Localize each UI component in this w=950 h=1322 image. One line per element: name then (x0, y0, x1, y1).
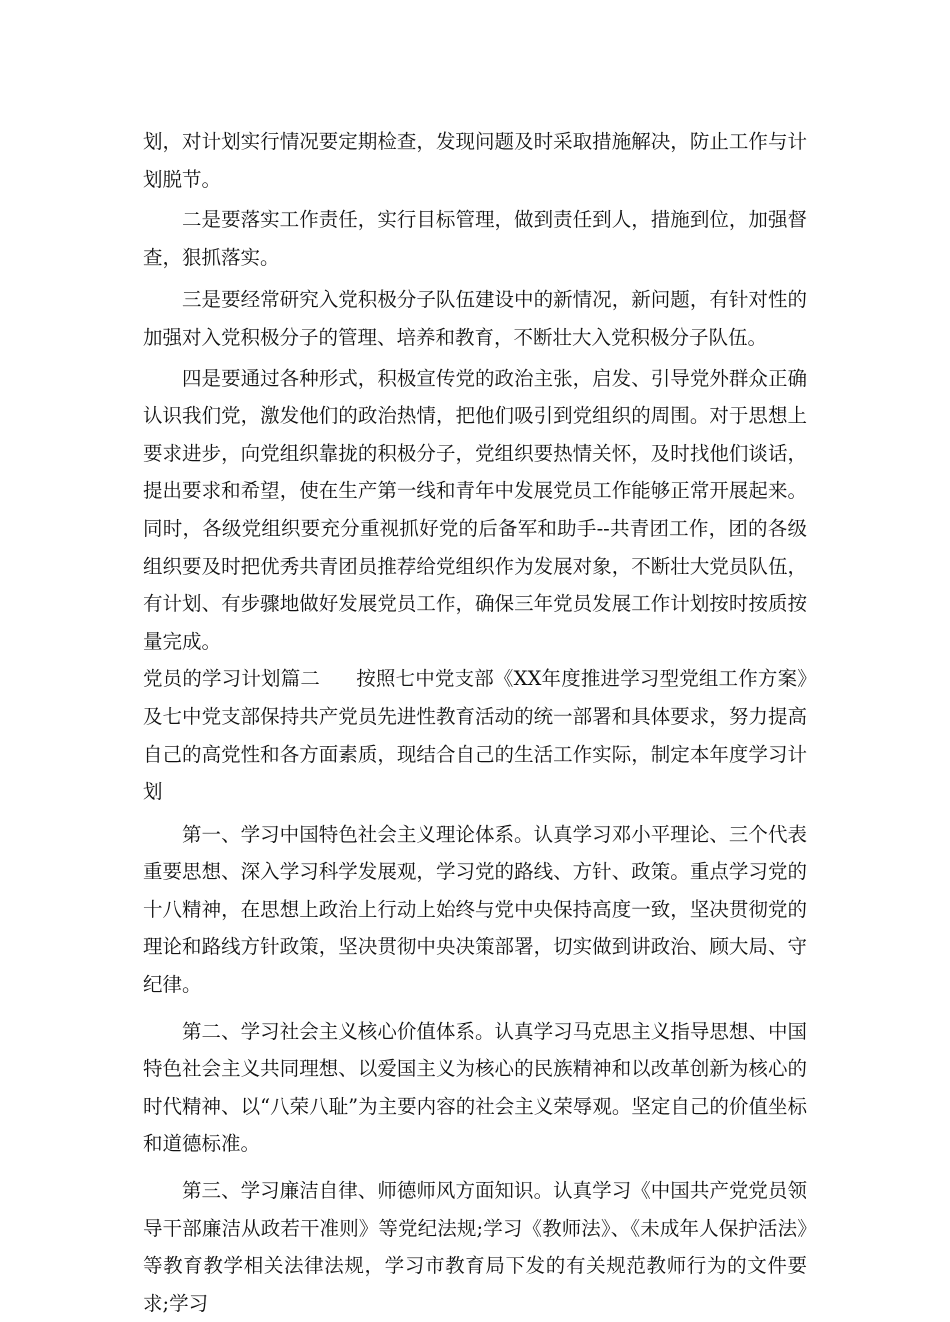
document-page (143, 123, 807, 1322)
item-second: 第二、学习社会主义核心价值体系。认真学习马克思主义指导思想、中国特色社会主义共同理想、以爱国主义为核心的民族精神和以改革创新为核心的时代精神、以“八荣八耻”为主要内容的社会主义荣辱观。坚定自己的价值坐标和道德标准。 (143, 1019, 807, 1156)
paragraph-activists: 三是要经常研究入党积极分子队伍建设中的新情况，新问题，有针对性的加强对入党积极分子的管理、培养和教育，不断壮大入党积极分子队伍。 (143, 288, 807, 349)
paragraph-propaganda: 四是要通过各种形式，积极宣传党的政治主张，启发、引导党外群众正确认识我们党，激发他们的政治热情，把他们吸引到党组织的周围。对于思想上要求进步，向党组织靠拢的积极分子，党组织要热情关怀，及时找他们谈话，提出要求和希望，使在生产第一线和青年中发展党员工作能够正常开展起来。同时，各级党组织要充分重视抓好党的后备军和助手--共青团工作，团的各级组织要及时把优秀共青团员推荐给党组织作为发展对象，不断壮大党员队伍，有计划、有步骤地做好发展党员工作，确保三年党员发展工作计划按时按质按量完成。 (143, 366, 807, 653)
paragraph-continuation: 划，对计划实行情况要定期检查，发现问题及时采取措施解决，防止工作与计划脱节。 (143, 130, 807, 191)
item-third: 第三、学习廉洁自律、师德师风方面知识。认真学习《中国共产党党员领导干部廉洁从政若干准则》等党纪法规;学习《教师法》、《未成年人保护活法》等教育教学相关法律法规，学习市教育局下发的有关规范教师行为的文件要求;学习 (143, 1179, 807, 1315)
paragraph-responsibility: 二是要落实工作责任，实行目标管理，做到责任到人，措施到位，加强督查，狠抓落实。 (143, 208, 807, 269)
section-intro: 按照七中党支部《XX年度推进学习型党组工作方案》及七中党支部保持共产党员先进性教育活动的统一部署和具体要求，努力提高自己的高党性和各方面素质，现结合自己的生活工作实际，制定本年度学习计划 (143, 667, 807, 804)
item-first: 第一、学习中国特色社会主义理论体系。认真学习邓小平理论、三个代表重要思想、深入学习科学发展观，学习党的路线、方针、政策。重点学习党的十八精神，在思想上政治上行动上始终与党中央保持高度一致，坚决贯彻党的理论和路线方针政策，坚决贯彻中央决策部署，切实做到讲政治、顾大局、守纪律。 (143, 822, 807, 997)
section-heading: 党员的学习计划篇二 (143, 667, 321, 691)
section-intro-paragraph (143, 660, 807, 810)
